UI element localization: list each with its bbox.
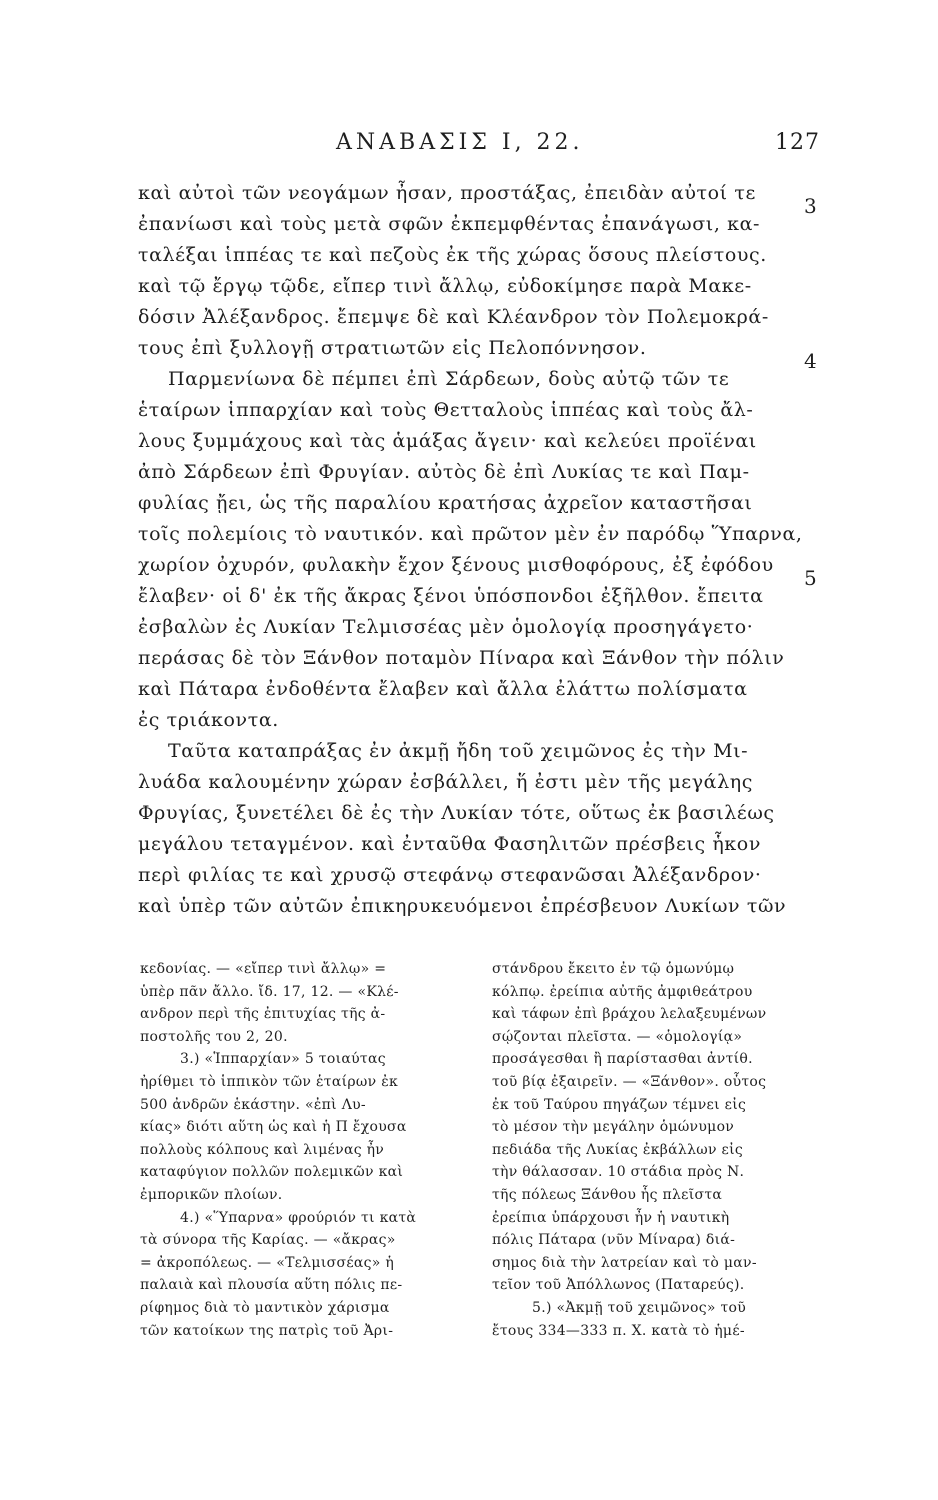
- note-line: πολλοὺς κόλπους καὶ λιμένας ἦν: [140, 1141, 385, 1158]
- text-line: δόσιν Ἀλέξανδρος. ἔπεμψε δὲ καὶ Κλέανδρον τὸν Πολεμοκρά-: [138, 306, 769, 328]
- section-number: 5: [804, 566, 817, 590]
- text-line: καὶ ὑπὲρ τῶν αὐτῶν ἐπικηρυκευόμενοι ἐπρέσβευον Λυκίων τῶν: [138, 895, 787, 917]
- footnotes-left-column: [140, 958, 462, 1342]
- text-line: Ταῦτα καταπράξας ἐν ἀκμῇ ἤδη τοῦ χειμῶνος ἐς τὴν Μι-: [168, 740, 749, 762]
- note-line: καταφύγιον πολλῶν πολεμικῶν καὶ: [140, 1164, 404, 1181]
- note-line: τοῦ βίᾳ ἐξαιρεῖν. — «Ξάνθον». οὗτος: [492, 1073, 767, 1090]
- note-line: τὴν θάλασσαν. 10 στάδια πρὸς Ν.: [492, 1164, 745, 1181]
- main-text: [138, 178, 818, 922]
- text-line: ἐπανίωσι καὶ τοὺς μετὰ σφῶν ἐκπεμφθέντας ἐπανάγωσι, κα-: [138, 213, 761, 235]
- section-number: 3: [804, 194, 817, 218]
- note-line: ρίφημος διὰ τὸ μαντικὸν χάρισμα: [140, 1299, 390, 1316]
- footnotes-right-column: [492, 958, 814, 1342]
- note-line: ποστολῆς του 2, 20.: [140, 1028, 288, 1045]
- note-line: στάνδρου ἔκειτο ἐν τῷ ὁμωνύμῳ: [492, 961, 735, 977]
- text-line: τοῖς πολεμίοις τὸ ναυτικόν. καὶ πρῶτον μὲν ἐν παρόδῳ Ὕπαρνα,: [138, 523, 803, 545]
- note-line: τὰ σύνορα τῆς Καρίας. — «ἄκρας»: [140, 1232, 396, 1249]
- footnotes: [140, 958, 822, 1458]
- note-line: ανδρον περὶ τῆς ἐπιτυχίας τῆς ἀ-: [140, 1006, 386, 1023]
- note-line: ἠρίθμει τὸ ἱππικὸν τῶν ἑταίρων ἐκ: [140, 1073, 399, 1090]
- text-line: ἑταίρων ἱππαρχίαν καὶ τοὺς Θετταλοὺς ἱππέας καὶ τοὺς ἄλ-: [138, 399, 754, 421]
- text-line: ἀπὸ Σάρδεων ἐπὶ Φρυγίαν. αὐτὸς δὲ ἐπὶ Λυκίας τε καὶ Παμ-: [138, 461, 750, 483]
- note-line: τῶν κατοίκων της πατρὶς τοῦ Ἀρι-: [140, 1322, 394, 1339]
- text-line: ἔλαβεν· οἱ δ' ἐκ τῆς ἄκρας ξένοι ὑπόσπονδοι ἐξῆλθον. ἔπειτα: [138, 585, 764, 607]
- text-line: ἐσβαλὼν ἐς Λυκίαν Τελμισσέας μὲν ὁμολογίᾳ προσηγάγετο·: [138, 616, 754, 638]
- section-number: 4: [804, 349, 817, 373]
- text-line: Παρμενίωνα δὲ πέμπει ἐπὶ Σάρδεων, δοὺς αὐτῷ τῶν τε: [168, 368, 730, 390]
- note-line: προσάγεσθαι ἢ παρίστασθαι ἀντίθ.: [492, 1051, 753, 1068]
- text-line: χωρίον ὀχυρόν, φυλακὴν ἔχον ξένους μισθοφόρους, ἐξ ἐφόδου: [138, 554, 774, 576]
- text-line: καὶ Πάταρα ἐνδοθέντα ἔλαβεν καὶ ἄλλα ἐλάττω πολίσματα: [138, 678, 748, 700]
- text-line: λους ξυμμάχους καὶ τὰς ἁμάξας ἄγειν· καὶ κελεύει προϊέναι: [138, 430, 757, 452]
- note-line: 3.) «Ἱππαρχίαν» 5 τοιαύτας: [180, 1051, 386, 1068]
- note-line: κόλπῳ. ἐρείπια αὐτῆς ἀμφιθεάτρου: [492, 983, 753, 1000]
- text-line: μεγάλου τεταγμένον. καὶ ἐνταῦθα Φασηλιτῶν πρέσβεις ἧκον: [138, 833, 761, 855]
- page-number: 127: [775, 130, 820, 155]
- note-line: κεδονίας. — «εἴπερ τινὶ ἄλλῳ» =: [140, 961, 387, 977]
- text-line: περάσας δὲ τὸν Ξάνθον ποταμὸν Πίναρα καὶ Ξάνθον τὴν πόλιν: [138, 647, 785, 669]
- text-line: ταλέξαι ἱππέας τε καὶ πεζοὺς ἐκ τῆς χώρας ὅσους πλείστους.: [138, 244, 767, 266]
- text-line: περὶ φιλίας τε καὶ χρυσῷ στεφάνῳ στεφανῶσαι Ἀλέξανδρον·: [138, 864, 762, 886]
- note-line: τεῖον τοῦ Ἀπόλλωνος (Παταρεύς).: [492, 1277, 745, 1294]
- note-line: 500 ἀνδρῶν ἑκάστην. «ἐπὶ Λυ-: [140, 1096, 366, 1113]
- note-line: = ἀκροπόλεως. — «Τελμισσέας» ἡ: [140, 1254, 395, 1271]
- text-line: φυλίας ᾔει, ὡς τῆς παραλίου κρατήσας ἀχρεῖον καταστῆσαι: [138, 492, 753, 514]
- note-line: κίας» διότι αὕτη ὡς καὶ ἡ Π ἔχουσα: [140, 1119, 407, 1136]
- text-line: λυάδα καλουμένην χώραν ἐσβάλλει, ἥ ἐστι μὲν τῆς μεγάλης: [138, 771, 753, 793]
- text-line: τους ἐπὶ ξυλλογῇ στρατιωτῶν εἰς Πελοπόννησον.: [138, 337, 647, 359]
- text-line: καὶ αὐτοὶ τῶν νεογάμων ἦσαν, προστάξας, ἐπειδὰν αὐτοί τε: [138, 182, 756, 204]
- note-line: 5.) «Ἀκμῇ τοῦ χειμῶνος» τοῦ: [532, 1299, 747, 1316]
- note-line: παλαιὰ καὶ πλουσία αὕτη πόλις πε-: [140, 1277, 403, 1294]
- note-line: πεδιάδα τῆς Λυκίας ἐκβάλλων εἰς: [492, 1141, 744, 1158]
- note-line: ἐρείπια ὑπάρχουσι ἦν ἡ ναυτικὴ: [492, 1209, 730, 1226]
- note-line: ἐμπορικῶν πλοίων.: [140, 1186, 283, 1203]
- running-title: ΑΝΑΒΑΣΙΣ Ι, 22.: [336, 130, 584, 155]
- note-line: τὸ μέσον τὴν μεγάλην ὁμώνυμον: [492, 1119, 735, 1136]
- text-line: καὶ τῷ ἔργῳ τῷδε, εἴπερ τινὶ ἄλλῳ, εὐδοκίμησε παρὰ Μακε-: [138, 275, 752, 297]
- note-line: σῴζονται πλεῖστα. — «ὁμολογίᾳ»: [492, 1028, 743, 1045]
- text-line: ἐς τριάκοντα.: [138, 709, 279, 731]
- note-line: ὑπὲρ πᾶν ἄλλο. ἴδ. 17, 12. — «Κλέ-: [140, 983, 399, 1000]
- note-line: πόλις Πάταρα (νῦν Μίναρα) διά-: [492, 1232, 736, 1249]
- note-line: καὶ τάφων ἐπὶ βράχου λελαξευμένων: [492, 1006, 767, 1023]
- note-line: ἔτους 334—333 π. Χ. κατὰ τὸ ἡμέ-: [492, 1322, 745, 1339]
- note-line: ἐκ τοῦ Ταύρου πηγάζων τέμνει εἰς: [492, 1096, 747, 1113]
- note-line: σημος διὰ τὴν λατρείαν καὶ τὸ μαν-: [492, 1254, 757, 1271]
- page-header: [140, 130, 820, 166]
- note-line: 4.) «Ὕπαρνα» φρούριόν τι κατὰ: [180, 1209, 417, 1226]
- text-line: Φρυγίας, ξυνετέλει δὲ ἐς τὴν Λυκίαν τότε, οὕτως ἐκ βασιλέως: [138, 802, 775, 824]
- note-line: τῆς πόλεως Ξάνθου ἧς πλεῖστα: [492, 1186, 723, 1203]
